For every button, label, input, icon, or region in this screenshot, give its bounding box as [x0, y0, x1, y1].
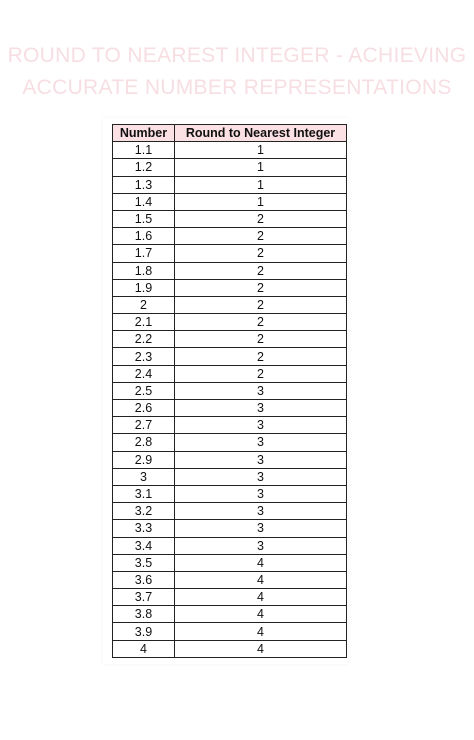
- number-cell: 2.7: [113, 417, 175, 434]
- number-cell: 2.5: [113, 382, 175, 399]
- table-row: [113, 279, 347, 296]
- number-cell: 2: [113, 296, 175, 313]
- rounded-cell: 4: [175, 571, 347, 588]
- rounded-cell: 2: [175, 365, 347, 382]
- rounded-cell: 2: [175, 228, 347, 245]
- number-cell: 1.3: [113, 176, 175, 193]
- table-row: [113, 296, 347, 313]
- table-row: [113, 537, 347, 554]
- table-row: [113, 623, 347, 640]
- table-row: [113, 434, 347, 451]
- rounded-cell: 2: [175, 314, 347, 331]
- number-cell: 3.4: [113, 537, 175, 554]
- title-line-2: ACCURATE NUMBER REPRESENTATIONS: [22, 76, 452, 99]
- rounded-cell: 2: [175, 348, 347, 365]
- table-row: [113, 400, 347, 417]
- number-cell: 3.3: [113, 520, 175, 537]
- table-row: [113, 503, 347, 520]
- number-cell: 3.7: [113, 589, 175, 606]
- table-row: [113, 417, 347, 434]
- number-cell: 2.2: [113, 331, 175, 348]
- rounded-cell: 4: [175, 554, 347, 571]
- table-row: [113, 210, 347, 227]
- table-row: [113, 245, 347, 262]
- rounded-cell: 3: [175, 485, 347, 502]
- number-cell: 3.1: [113, 485, 175, 502]
- number-cell: 1.7: [113, 245, 175, 262]
- table-row: [113, 262, 347, 279]
- rounded-cell: 3: [175, 503, 347, 520]
- number-cell: 2.3: [113, 348, 175, 365]
- rounded-cell: 1: [175, 176, 347, 193]
- rounded-cell: 4: [175, 623, 347, 640]
- table-row: [113, 589, 347, 606]
- table-row: [113, 606, 347, 623]
- rounded-cell: 2: [175, 279, 347, 296]
- number-cell: 1.1: [113, 142, 175, 159]
- table-row: [113, 382, 347, 399]
- rounded-cell: 3: [175, 434, 347, 451]
- number-cell: 2.6: [113, 400, 175, 417]
- rounded-cell: 4: [175, 606, 347, 623]
- table-row: [113, 520, 347, 537]
- rounded-cell: 3: [175, 417, 347, 434]
- table-row: [113, 142, 347, 159]
- table-row: [113, 314, 347, 331]
- rounded-cell: 2: [175, 331, 347, 348]
- rounded-cell: 3: [175, 400, 347, 417]
- rounded-cell: 2: [175, 262, 347, 279]
- number-cell: 1.4: [113, 193, 175, 210]
- table-header-row: [113, 125, 347, 142]
- number-cell: 1.9: [113, 279, 175, 296]
- number-cell: 2.4: [113, 365, 175, 382]
- table-body: [113, 142, 347, 658]
- page-title: [0, 40, 474, 104]
- number-cell: 2.1: [113, 314, 175, 331]
- rounded-cell: 1: [175, 193, 347, 210]
- number-cell: 3.5: [113, 554, 175, 571]
- title-line-1: ROUND TO NEAREST INTEGER - ACHIEVING: [7, 44, 467, 67]
- rounded-cell: 2: [175, 296, 347, 313]
- table-row: [113, 554, 347, 571]
- rounding-table: [112, 124, 347, 658]
- rounded-cell: 2: [175, 210, 347, 227]
- number-cell: 4: [113, 640, 175, 657]
- rounded-cell: 3: [175, 537, 347, 554]
- number-cell: 2.9: [113, 451, 175, 468]
- table-row: [113, 640, 347, 657]
- number-cell: 3.9: [113, 623, 175, 640]
- rounded-cell: 1: [175, 159, 347, 176]
- table-row: [113, 468, 347, 485]
- number-cell: 1.5: [113, 210, 175, 227]
- table-row: [113, 331, 347, 348]
- header-rounded: Round to Nearest Integer: [175, 125, 347, 142]
- number-cell: 2.8: [113, 434, 175, 451]
- rounded-cell: 3: [175, 520, 347, 537]
- number-cell: 3.6: [113, 571, 175, 588]
- number-cell: 1.8: [113, 262, 175, 279]
- table-row: [113, 193, 347, 210]
- table-row: [113, 228, 347, 245]
- rounded-cell: 4: [175, 640, 347, 657]
- table-row: [113, 571, 347, 588]
- table-row: [113, 159, 347, 176]
- header-number: Number: [113, 125, 175, 142]
- table-row: [113, 176, 347, 193]
- number-cell: 3: [113, 468, 175, 485]
- table-row: [113, 451, 347, 468]
- number-cell: 3.2: [113, 503, 175, 520]
- table-row: [113, 365, 347, 382]
- rounded-cell: 4: [175, 589, 347, 606]
- number-cell: 1.6: [113, 228, 175, 245]
- rounded-cell: 3: [175, 382, 347, 399]
- table-row: [113, 485, 347, 502]
- rounded-cell: 1: [175, 142, 347, 159]
- rounded-cell: 3: [175, 451, 347, 468]
- number-cell: 3.8: [113, 606, 175, 623]
- number-cell: 1.2: [113, 159, 175, 176]
- rounded-cell: 2: [175, 245, 347, 262]
- table-row: [113, 348, 347, 365]
- rounded-cell: 3: [175, 468, 347, 485]
